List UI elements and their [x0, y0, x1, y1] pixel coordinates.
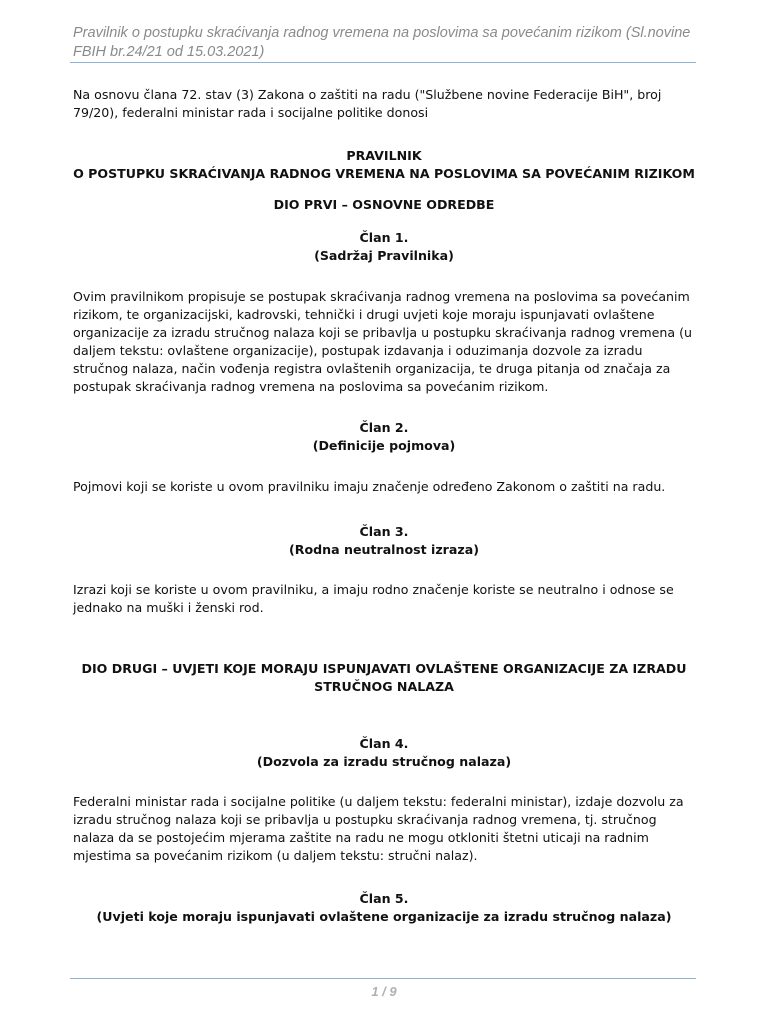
article-1-heading: [73, 229, 695, 265]
article-title: (Sadržaj Pravilnika): [314, 248, 454, 263]
title-line-1: PRAVILNIK: [346, 148, 422, 163]
article-3-text: Izrazi koji se koriste u ovom pravilniku, a imaju rodno značenje koriste se neutralno i odnose se jednako na muški i ženski rod.: [73, 582, 674, 615]
article-number: Član 4.: [359, 736, 409, 751]
page-number: 1 / 9: [371, 984, 397, 999]
article-2-text: Pojmovi koji se koriste u ovom pravilniku imaju značenje određeno Zakonom o zaštiti na radu.: [73, 479, 666, 494]
article-title: (Definicije pojmova): [312, 438, 456, 453]
article-number: Član 3.: [359, 524, 409, 539]
intro-paragraph: Na osnovu člana 72. stav (3) Zakona o zaštiti na radu ("Službene novine Federacije BiH", broj 79/20), federalni ministar rada i socijalne politike donosi: [73, 87, 662, 120]
article-title: (Uvjeti koje moraju ispunjavati ovlaštene organizacije za izradu stručnog nalaza): [96, 909, 672, 924]
article-4-text: Federalni ministar rada i socijalne politike (u daljem tekstu: federalni ministar), izdaje dozvolu za izradu stručnog nalaza koji se pribavlja u postupku skraćivanja radnog vremena, tj. stručnog nalaza da se postojećim mjerama zaštite na radu ne mogu otkloniti štetni uticaji na radnim mjestima sa povećanim rizikom (u daljem tekstu: stručni nalaz).: [73, 794, 684, 863]
article-number: Član 5.: [359, 891, 409, 906]
document-title: [73, 147, 695, 183]
footer-divider: [70, 978, 696, 979]
title-line-2: O POSTUPKU SKRAĆIVANJA RADNOG VREMENA NA POSLOVIMA SA POVEĆANIM RIZIKOM: [73, 166, 695, 181]
article-3-heading: [73, 523, 695, 559]
part-heading-2: DIO DRUGI – UVJETI KOJE MORAJU ISPUNJAVATI OVLAŠTENE ORGANIZACIJE ZA IZRADU STRUČNOG NALAZA: [81, 661, 687, 694]
running-header: Pravilnik o postupku skraćivanja radnog vremena na poslovima sa povećanim rizikom (Sl.novine FBIH br.24/21 od 15.03.2021): [73, 25, 691, 60]
part-heading-1: DIO PRVI – OSNOVNE ODREDBE: [273, 197, 495, 212]
article-title: (Rodna neutralnost izraza): [289, 542, 479, 557]
article-title: (Dozvola za izradu stručnog nalaza): [256, 754, 512, 769]
article-4-heading: [73, 735, 695, 771]
article-1-text: Ovim pravilnikom propisuje se postupak skraćivanja radnog vremena na poslovima sa povećanim rizikom, te organizacijski, kadrovski, tehnički i drugi uvjeti koje moraju ispunjavati ovlaštene organizacije za izradu stručnog nalaza koji se pribavlja u postupku skraćivanja radnog vremena (u daljem tekstu: ovlaštene organizacije), postupak izdavanja i oduzimanja dozvole za izradu stručnog nalaza, način vođenja registra ovlaštenih organizacija, te druga pitanja od značaja za postupak skraćivanja radnog vremena na poslovima sa povećanim rizikom.: [73, 289, 692, 394]
article-number: Član 2.: [359, 420, 409, 435]
article-5-heading: [73, 890, 695, 926]
article-2-heading: [73, 419, 695, 455]
article-number: Član 1.: [359, 230, 409, 245]
header-divider: [70, 62, 696, 63]
